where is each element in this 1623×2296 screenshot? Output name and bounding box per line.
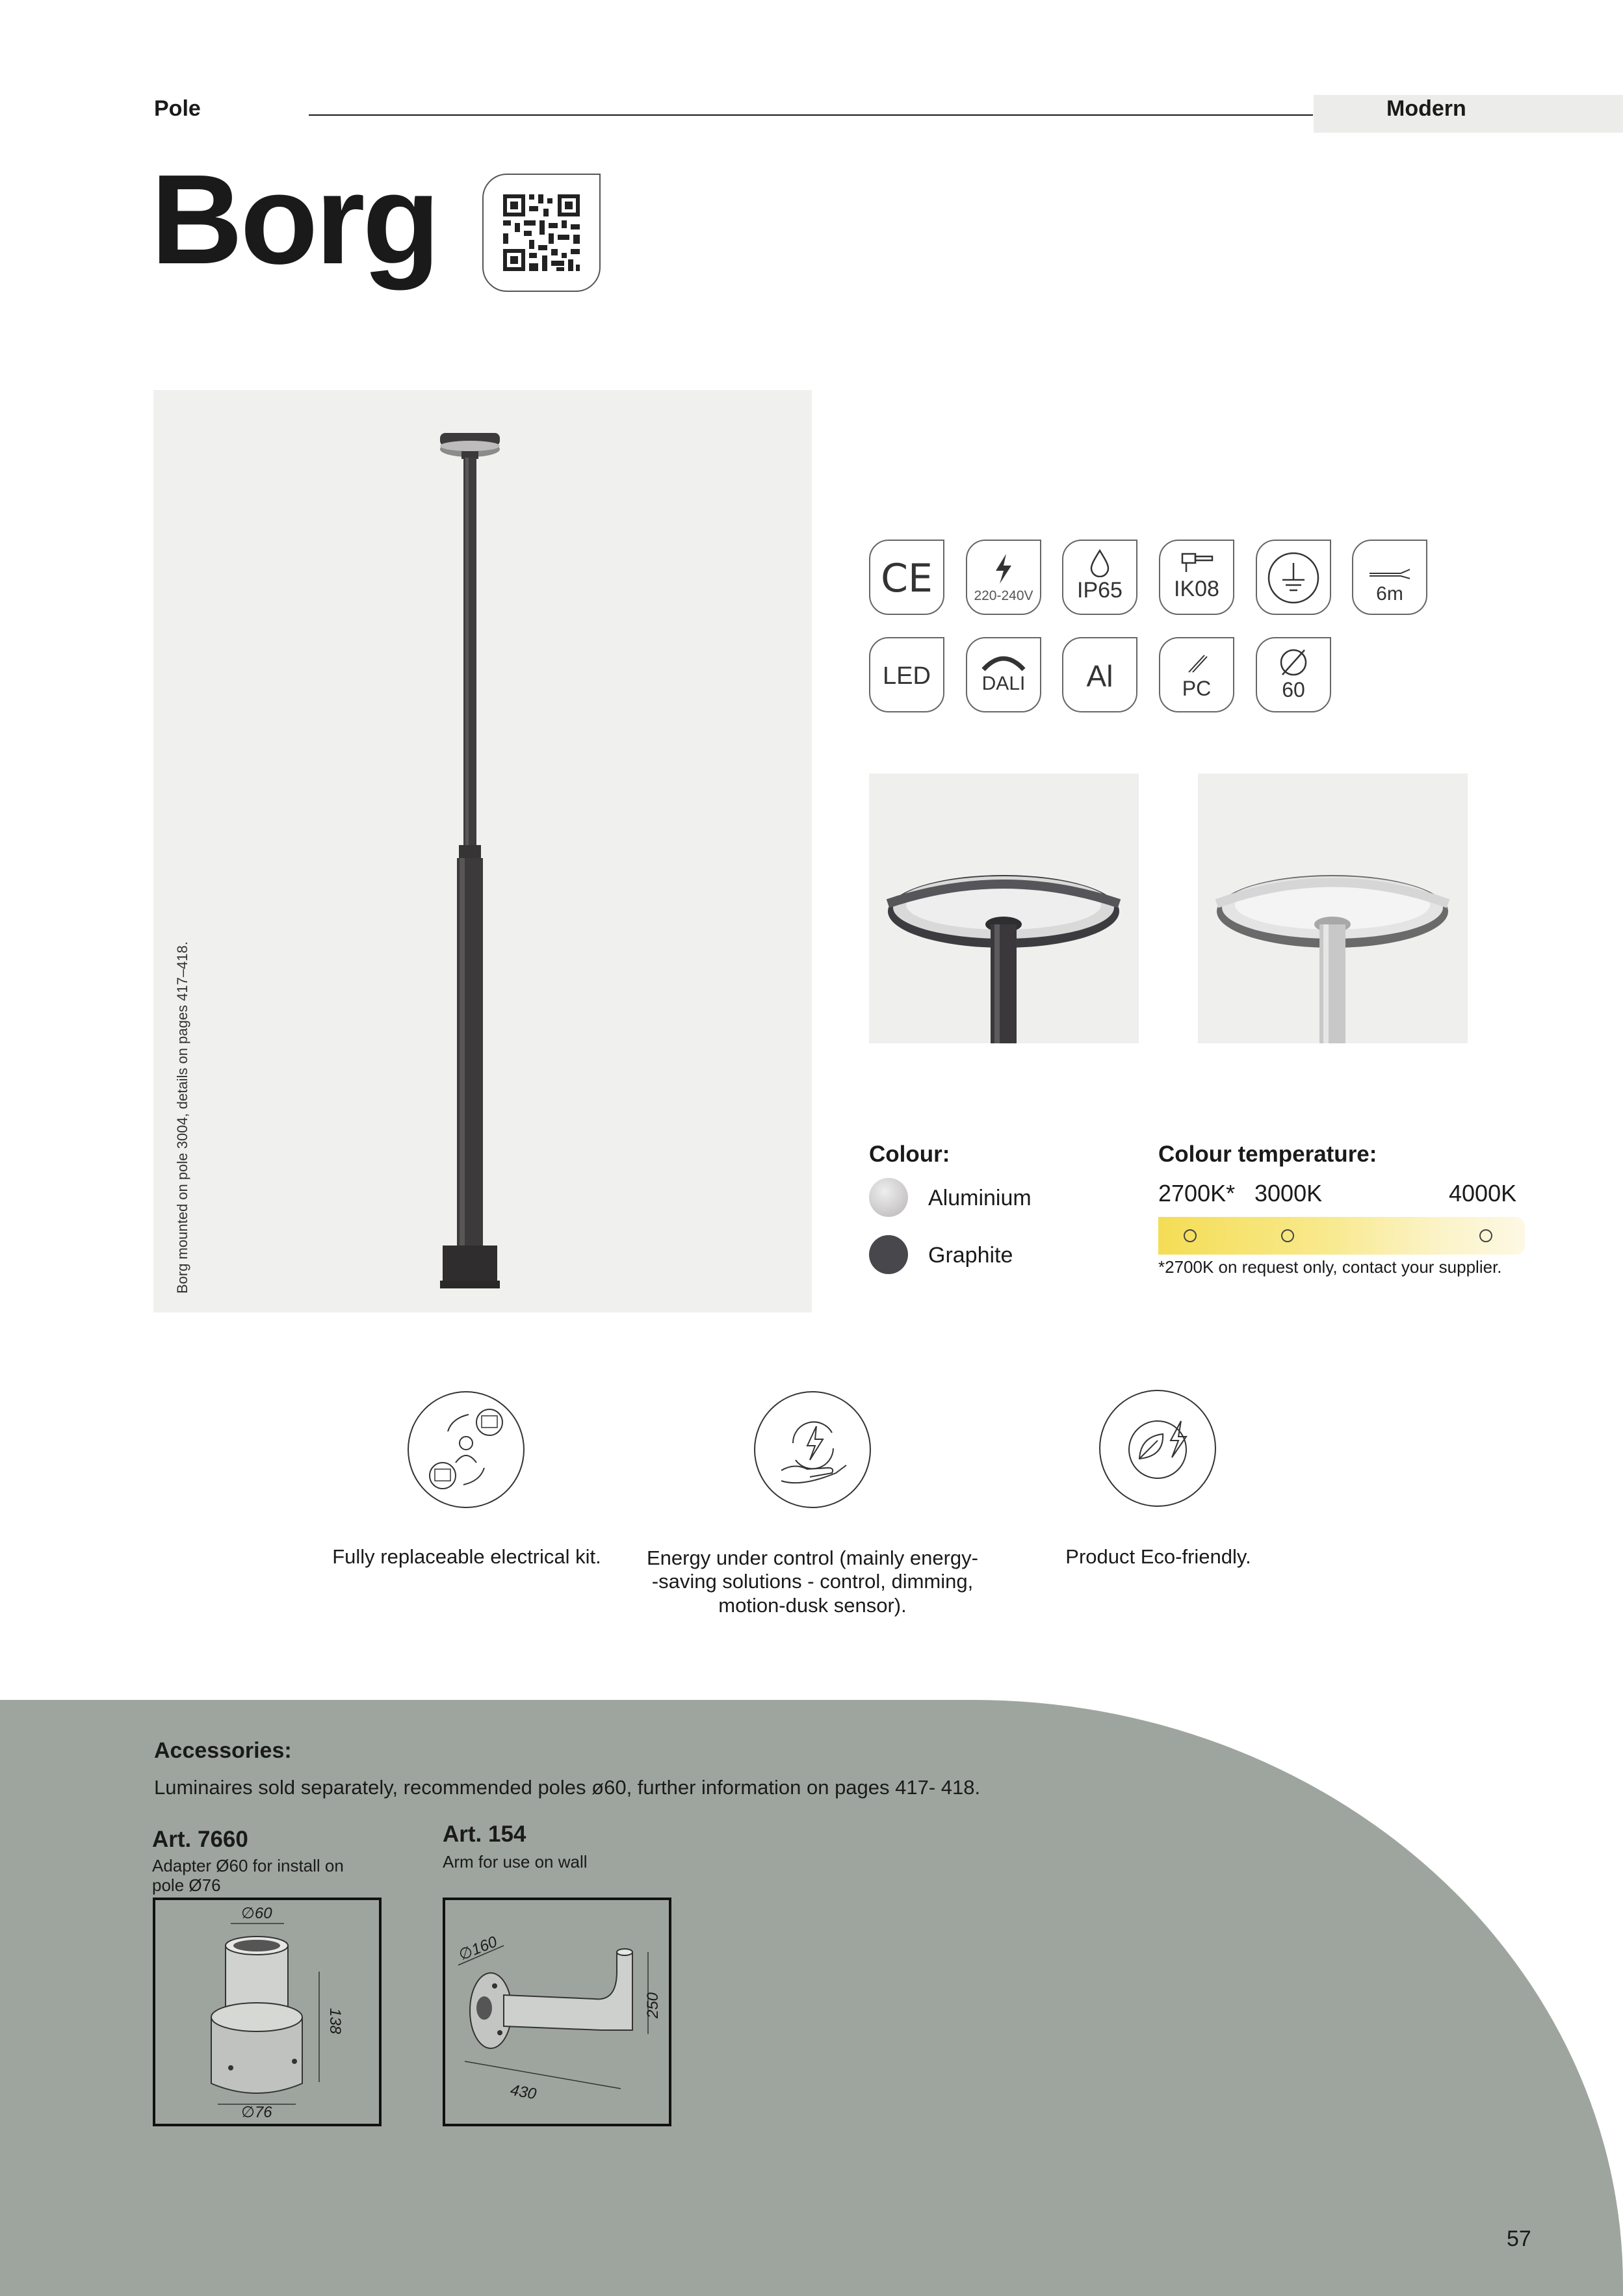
accessory-154-drawing[interactable] bbox=[443, 1898, 671, 2126]
luminaire-head-graphite bbox=[869, 774, 1139, 1043]
swatch-graphite-label: Graphite bbox=[928, 1243, 1013, 1268]
accessories-description: Luminaires sold separately, recommended poles ø60, further information on pages 417- 418. bbox=[154, 1776, 981, 1799]
feature-replaceable-text: Fully replaceable electrical kit. bbox=[332, 1545, 601, 1568]
dim-bottom-diameter: ∅76 bbox=[241, 2104, 272, 2121]
feature-energy-text: Energy under control (mainly energy- -saving solutions - control, dimming, motion-dusk sensor). bbox=[646, 1546, 979, 1617]
qr-code-icon bbox=[484, 175, 599, 291]
eco-friendly-feature-icon bbox=[1099, 1390, 1216, 1507]
dim-top-diameter: ∅60 bbox=[241, 1905, 272, 1922]
lightning-bolt-icon bbox=[991, 553, 1017, 585]
accessory-154-description: Arm for use on wall bbox=[443, 1852, 588, 1872]
page-number: 57 bbox=[1507, 2226, 1531, 2251]
accessories-heading: Accessories: bbox=[154, 1738, 292, 1763]
swatch-graphite[interactable] bbox=[869, 1235, 908, 1274]
product-title: Borg bbox=[151, 148, 438, 291]
diameter-icon: 60 bbox=[1256, 637, 1331, 712]
style-tab bbox=[1314, 95, 1623, 133]
category-label: Pole bbox=[154, 96, 201, 121]
temp-3000k-label: 3000K bbox=[1254, 1180, 1323, 1207]
temp-2700k-marker[interactable] bbox=[1184, 1229, 1197, 1242]
diffuser-lines-icon bbox=[1184, 651, 1210, 675]
dali-icon: DALI bbox=[966, 637, 1041, 712]
colour-heading: Colour: bbox=[869, 1141, 950, 1167]
temp-4000k-marker[interactable] bbox=[1479, 1229, 1492, 1242]
wall-arm-drawing-icon bbox=[445, 1900, 669, 2124]
earth-ground-icon bbox=[1264, 549, 1323, 607]
luminaire-head-aluminium bbox=[1198, 774, 1468, 1043]
feature-eco-text: Product Eco-friendly. bbox=[1065, 1545, 1251, 1568]
main-product-photo bbox=[153, 390, 812, 1312]
dim-height: 138 bbox=[326, 2007, 344, 2035]
hammer-icon bbox=[1178, 551, 1215, 577]
accessory-7660-drawing[interactable] bbox=[153, 1898, 382, 2126]
photo-caption: Borg mounted on pole 3004, details on pages 417–418. bbox=[174, 941, 190, 1294]
dim-arm-height: 250 bbox=[644, 1992, 662, 2019]
ground-symbol-icon bbox=[1256, 540, 1331, 615]
style-label: Modern bbox=[1386, 96, 1466, 121]
dim-arm-length: 430 bbox=[509, 2081, 538, 2104]
aluminium-material-icon: Al bbox=[1062, 637, 1137, 712]
impact-rating-icon: IK08 bbox=[1159, 540, 1234, 615]
voltage-icon: 220-240V bbox=[966, 540, 1041, 615]
water-drop-icon bbox=[1088, 549, 1111, 577]
accessory-7660-description: Adapter Ø60 for install on pole Ø76 bbox=[152, 1856, 344, 1895]
detail-photo-graphite bbox=[869, 774, 1139, 1043]
temperature-heading: Colour temperature: bbox=[1158, 1141, 1377, 1167]
swatch-aluminium[interactable] bbox=[869, 1178, 908, 1217]
accessory-154-title: Art. 154 bbox=[443, 1821, 526, 1847]
energy-control-feature-icon bbox=[754, 1391, 871, 1508]
led-icon: LED bbox=[869, 637, 944, 712]
accessory-7660-title: Art. 7660 bbox=[152, 1827, 248, 1852]
qr-code[interactable] bbox=[482, 174, 601, 292]
adapter-drawing-icon bbox=[155, 1900, 379, 2124]
temp-2700k-label: 2700K* bbox=[1158, 1180, 1236, 1207]
ce-mark-icon: CE bbox=[869, 540, 944, 615]
polycarbonate-icon: PC bbox=[1159, 637, 1234, 712]
swatch-aluminium-label: Aluminium bbox=[928, 1186, 1032, 1210]
temperature-gradient-bar bbox=[1158, 1217, 1525, 1255]
ip-rating-icon: IP65 bbox=[1062, 540, 1137, 615]
header-rule bbox=[309, 114, 1313, 116]
dimming-arc-icon bbox=[981, 653, 1026, 672]
pole-luminaire-illustration bbox=[153, 390, 812, 1312]
temp-3000k-marker[interactable] bbox=[1281, 1229, 1294, 1242]
dim-plate-diameter: ∅160 bbox=[456, 1933, 500, 1964]
temperature-note: *2700K on request only, contact your supplier. bbox=[1158, 1257, 1502, 1277]
cable-icon bbox=[1367, 563, 1412, 582]
eco-leaf-icon bbox=[1100, 1391, 1215, 1506]
energy-hand-icon bbox=[755, 1392, 870, 1507]
detail-photo-aluminium bbox=[1198, 774, 1468, 1043]
replaceable-kit-icon bbox=[409, 1392, 523, 1507]
replaceable-kit-feature-icon bbox=[408, 1391, 525, 1508]
diameter-symbol-icon bbox=[1277, 646, 1310, 679]
temp-4000k-label: 4000K bbox=[1449, 1180, 1517, 1207]
cable-length-icon: 6m bbox=[1352, 540, 1427, 615]
